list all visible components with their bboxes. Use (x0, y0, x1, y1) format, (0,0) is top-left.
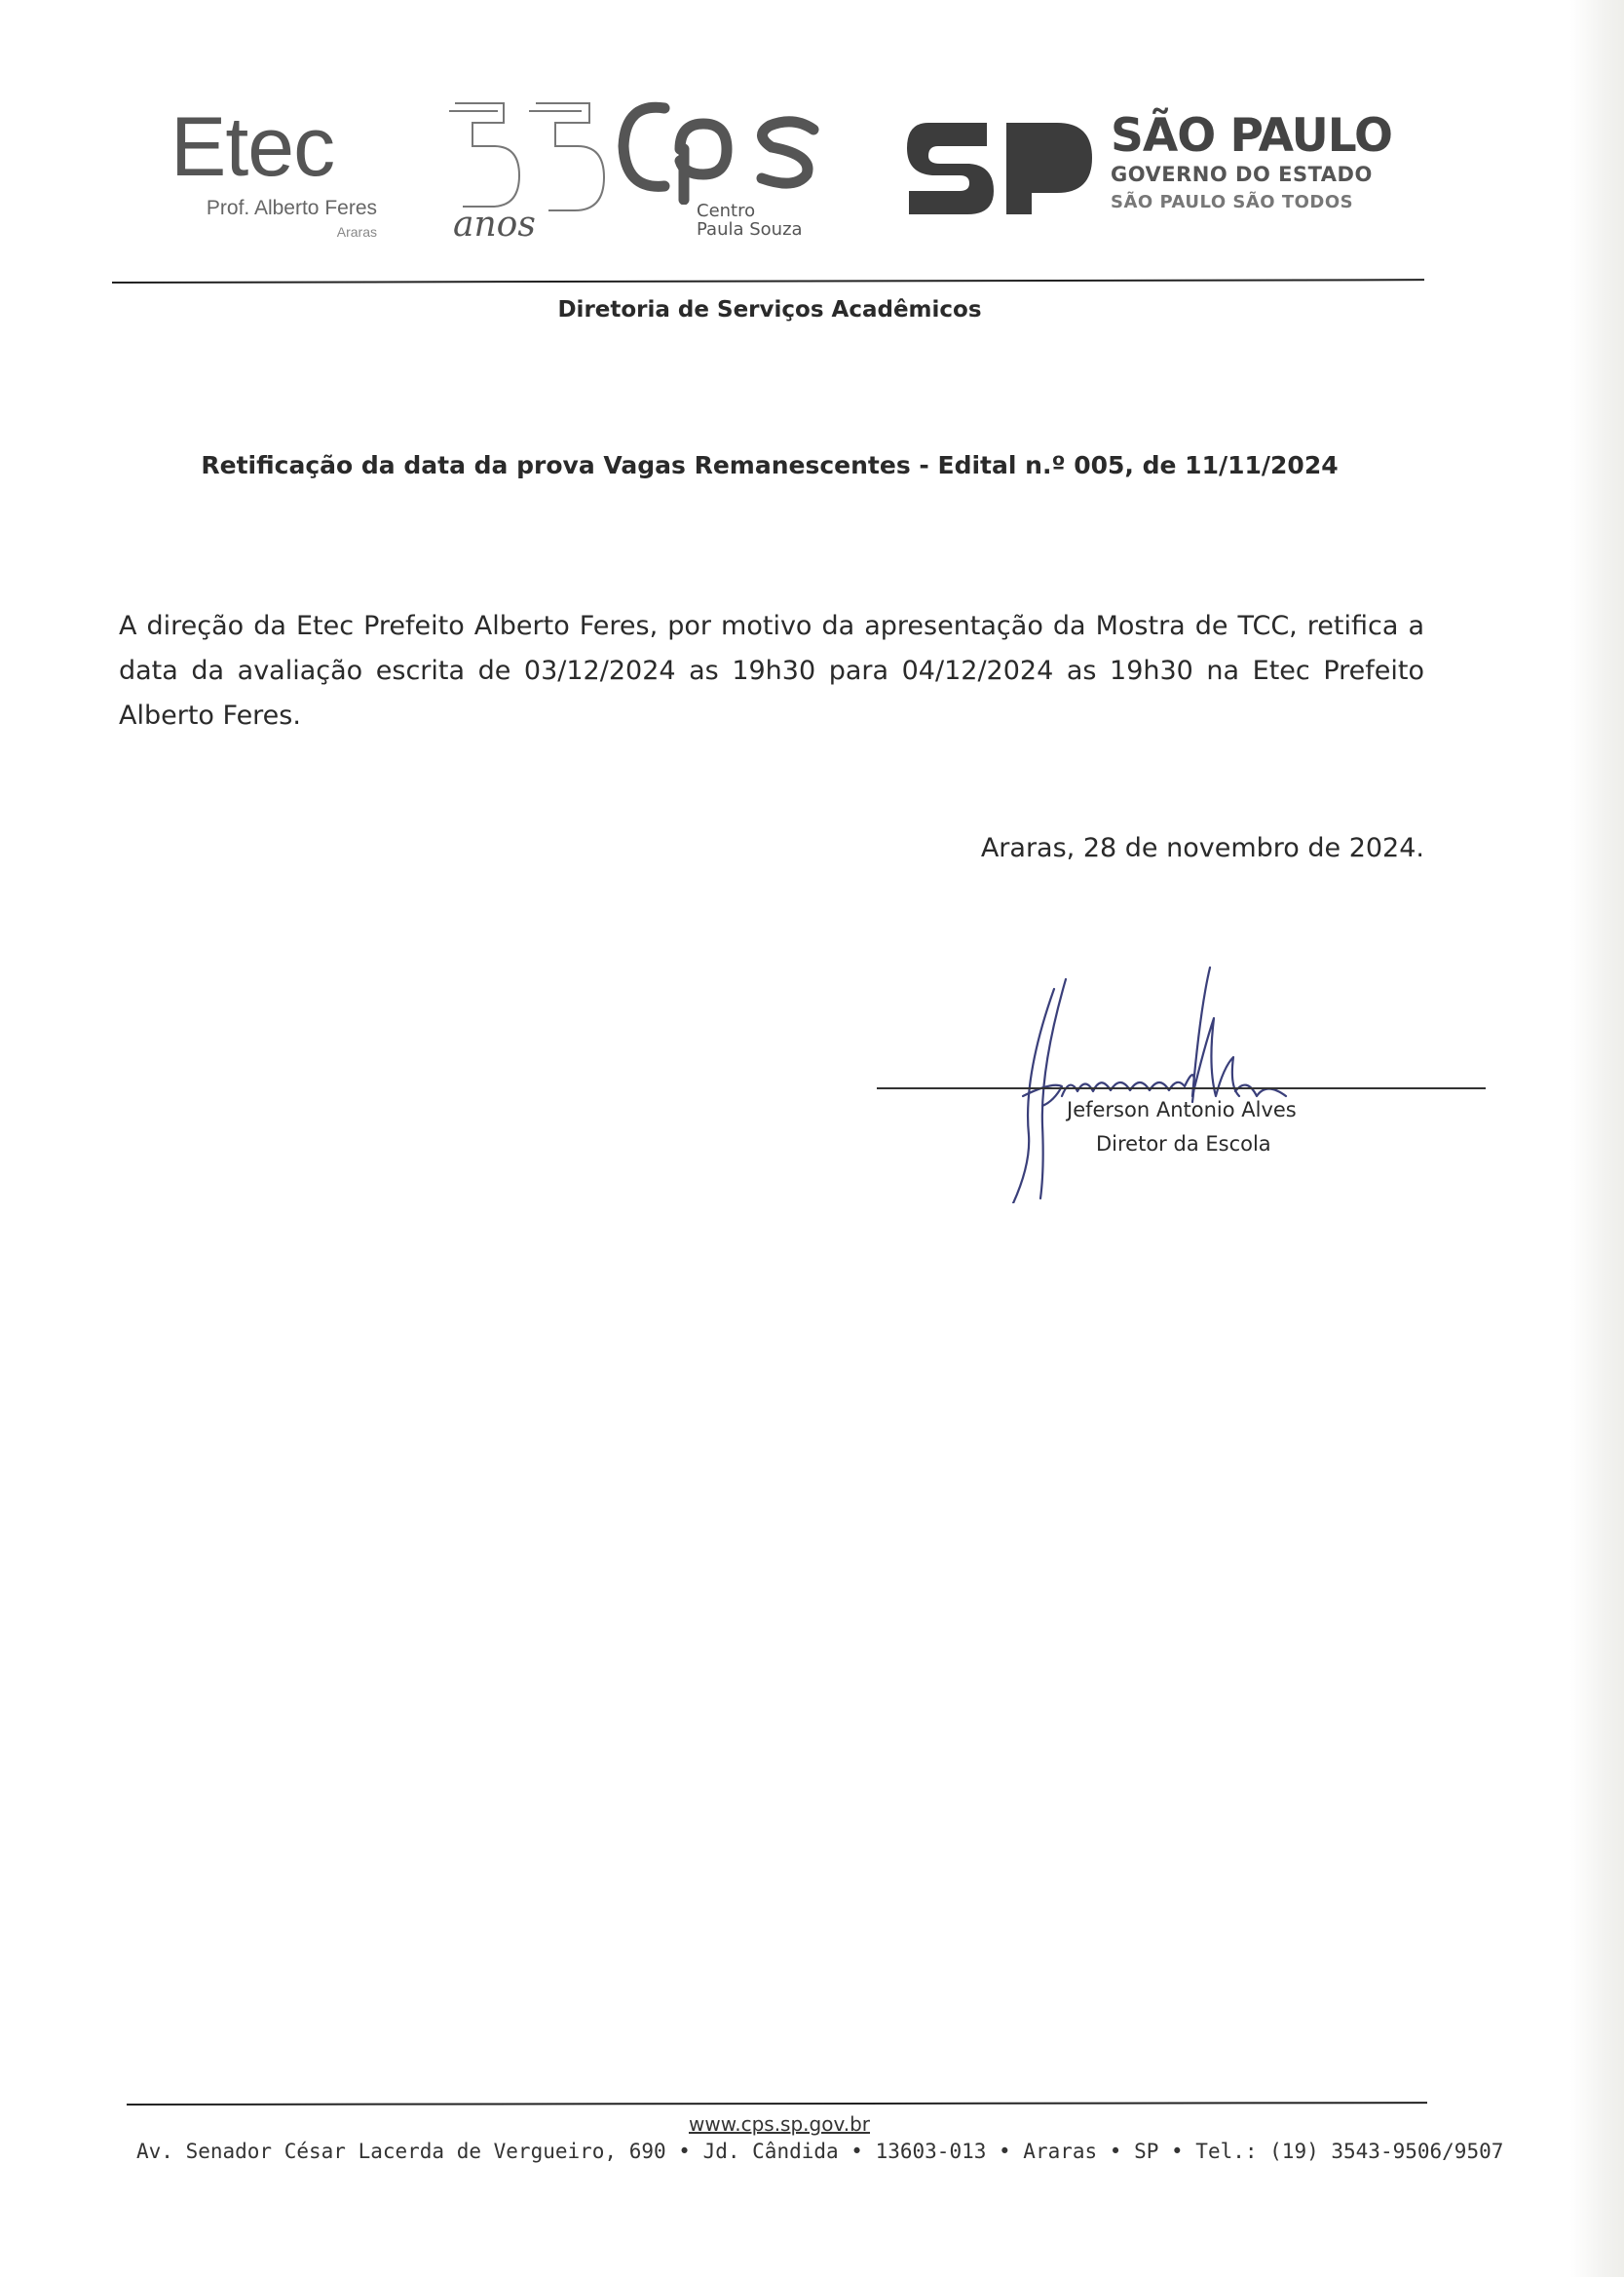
cps-logo (614, 93, 833, 248)
footer-address: Av. Senador César Lacerda de Vergueiro, 690 • Jd. Cândida • 13603-013 • Araras • SP • Tel.: (19) 3543-9506/9507 (136, 2140, 1504, 2163)
sp-government-logo-text (1111, 109, 1392, 212)
cps-logo-line2: Paula Souza (697, 219, 803, 240)
signature-line (877, 1087, 1486, 1089)
sp-government-logo-mark (901, 115, 1096, 222)
sp-logo-subtitle: GOVERNO DO ESTADO (1111, 163, 1373, 186)
etec-logo-school: Prof. Alberto Feres (206, 197, 377, 219)
document-title: Retificação da data da prova Vagas Remanescentes - Edital n.º 005, de 11/11/2024 (201, 451, 1339, 479)
anniversary-55-logo (443, 97, 609, 244)
sp-logo-slogan: SÃO PAULO SÃO TODOS (1111, 192, 1354, 212)
svg-text:anos: anos (453, 205, 536, 244)
footer-divider (127, 2102, 1427, 2106)
signer-name: Jeferson Antonio Alves (1067, 1098, 1297, 1121)
sp-logo-title: SÃO PAULO (1111, 109, 1392, 163)
etec-logo-city: Araras (336, 224, 377, 240)
footer-website-link[interactable]: www.cps.sp.gov.br (688, 2112, 871, 2136)
department-heading: Diretoria de Serviços Acadêmicos (557, 297, 982, 323)
handwritten-signature (984, 960, 1374, 1203)
footer-website (0, 2112, 1559, 2136)
place-and-date: Araras, 28 de novembro de 2024. (980, 833, 1424, 863)
cps-logo-line1: Centro (697, 201, 756, 221)
etec-logo (170, 100, 385, 251)
cps-logo-text (697, 202, 803, 239)
document-body: A direção da Etec Prefeito Alberto Feres, por motivo da apresentação da Mostra de TCC, retifica a data da avaliação escrita de 03/12/2024 as 19h30 para 04/12/2024 as 19h30 na Etec Prefeito Alberto Feres. (119, 611, 1424, 731)
signer-block (1067, 1093, 1297, 1161)
scan-edge-shadow (1570, 0, 1624, 2277)
signer-role: Diretor da Escola (1096, 1132, 1271, 1156)
etec-logo-word: Etec (170, 100, 335, 194)
header-divider (112, 279, 1424, 284)
